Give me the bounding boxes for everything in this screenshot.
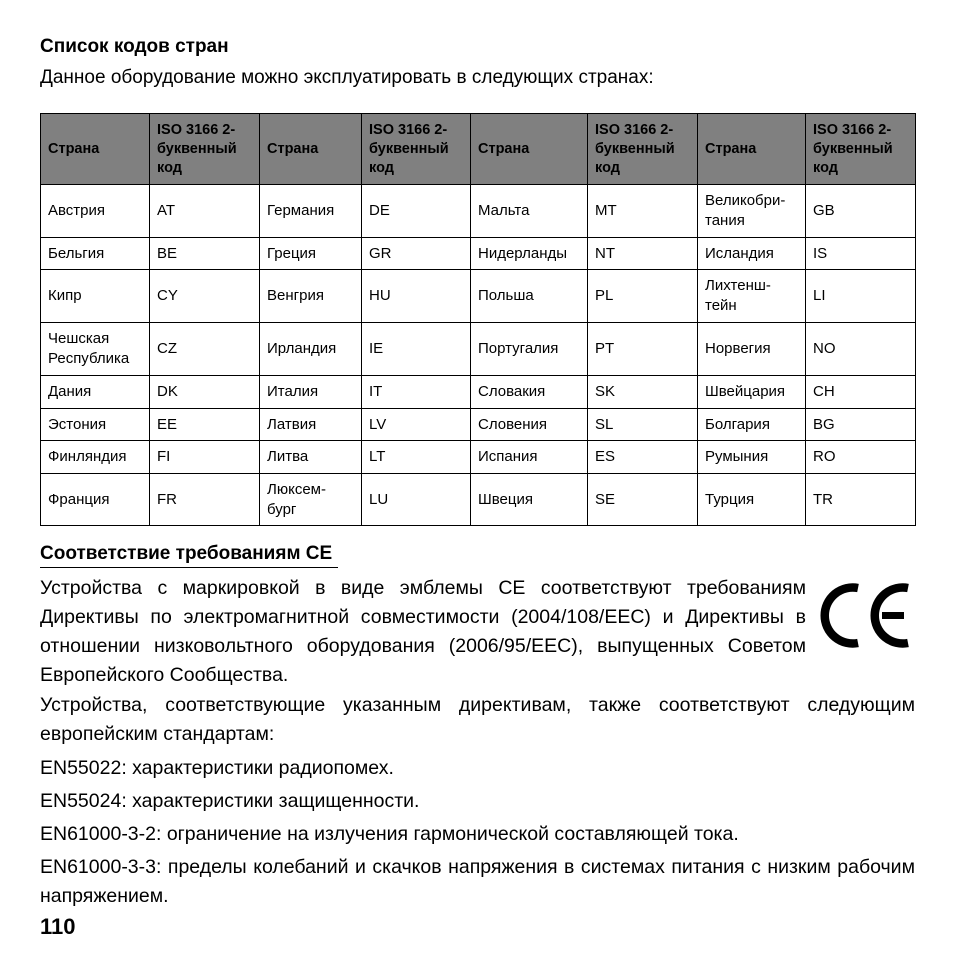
country-cell: Италия bbox=[260, 376, 362, 409]
table-header-row bbox=[41, 114, 916, 185]
country-cell: Эстония bbox=[41, 409, 150, 441]
code-cell: LI bbox=[806, 270, 916, 323]
country-cell: Болгария bbox=[698, 409, 806, 441]
code-cell: CY bbox=[150, 270, 260, 323]
page-number: 110 bbox=[40, 914, 76, 939]
code-cell: LT bbox=[362, 441, 471, 474]
code-cell: MT bbox=[588, 185, 698, 238]
standard-item: EN61000-3-3: пределы колебаний и скачков напряжения в системах питания с низким рабочим напряжением. bbox=[40, 856, 915, 907]
code-cell: BE bbox=[150, 238, 260, 270]
code-cell: FI bbox=[150, 441, 260, 474]
table-row bbox=[41, 376, 916, 409]
country-cell: Португалия bbox=[471, 323, 588, 376]
standard-item: EN55024: характеристики защищенности. bbox=[40, 790, 420, 812]
code-cell: TR bbox=[806, 474, 916, 526]
table-row bbox=[41, 409, 916, 441]
country-cell: Испания bbox=[471, 441, 588, 474]
code-cell: RO bbox=[806, 441, 916, 474]
country-cell: Латвия bbox=[260, 409, 362, 441]
country-cell: Мальта bbox=[471, 185, 588, 238]
code-cell: IS bbox=[806, 238, 916, 270]
country-cell: Австрия bbox=[41, 185, 150, 238]
code-cell: NT bbox=[588, 238, 698, 270]
code-cell: ES bbox=[588, 441, 698, 474]
standards-intro: Устройства, соответствующие указанным директивам, также соответствуют следующим европейским стандартам: bbox=[40, 694, 915, 745]
code-cell: CZ bbox=[150, 323, 260, 376]
country-cell: Кипр bbox=[41, 270, 150, 323]
country-cell: Великобри-тания bbox=[698, 185, 806, 238]
table-row bbox=[41, 185, 916, 238]
header-cell: ISO 3166 2-буквенный код bbox=[588, 114, 698, 185]
country-codes-heading: Список кодов стран bbox=[40, 36, 229, 57]
code-cell: SL bbox=[588, 409, 698, 441]
country-codes-table bbox=[40, 113, 916, 526]
code-cell: NO bbox=[806, 323, 916, 376]
country-cell: Венгрия bbox=[260, 270, 362, 323]
code-cell: AT bbox=[150, 185, 260, 238]
country-cell: Турция bbox=[698, 474, 806, 526]
code-cell: SK bbox=[588, 376, 698, 409]
code-cell: PT bbox=[588, 323, 698, 376]
country-cell: Швеция bbox=[471, 474, 588, 526]
ce-paragraph: Устройства с маркировкой в виде эмблемы CE соответствуют требованиям Директивы по электромагнитной совместимости (2004/108/EEC) и Директивы в отношении низковольтного оборудования (2006/95/EEC), выпущенных Советом Европейского Сообщества. bbox=[40, 577, 806, 686]
table-row bbox=[41, 323, 916, 376]
header-cell: ISO 3166 2-буквенный код bbox=[362, 114, 471, 185]
code-cell: GR bbox=[362, 238, 471, 270]
header-cell: Страна bbox=[41, 114, 150, 185]
country-cell: Ирландия bbox=[260, 323, 362, 376]
code-cell: DK bbox=[150, 376, 260, 409]
country-cell: Бельгия bbox=[41, 238, 150, 270]
ce-heading: Соответствие требованиям CE bbox=[40, 543, 338, 568]
code-cell: LV bbox=[362, 409, 471, 441]
code-cell: SE bbox=[588, 474, 698, 526]
standard-item: EN61000-3-2: ограничение на излучения гармонической составляющей тока. bbox=[40, 823, 739, 845]
country-cell: Чешская Республика bbox=[41, 323, 150, 376]
header-cell: ISO 3166 2-буквенный код bbox=[150, 114, 260, 185]
code-cell: LU bbox=[362, 474, 471, 526]
country-cell: Польша bbox=[471, 270, 588, 323]
country-cell: Франция bbox=[41, 474, 150, 526]
country-cell: Румыния bbox=[698, 441, 806, 474]
country-cell: Германия bbox=[260, 185, 362, 238]
code-cell: FR bbox=[150, 474, 260, 526]
header-cell: Страна bbox=[698, 114, 806, 185]
intro-text: Данное оборудование можно эксплуатировать в следующих странах: bbox=[40, 67, 654, 88]
code-cell: HU bbox=[362, 270, 471, 323]
table-row bbox=[41, 474, 916, 526]
header-cell: ISO 3166 2-буквенный код bbox=[806, 114, 916, 185]
country-cell: Словения bbox=[471, 409, 588, 441]
country-cell: Норвегия bbox=[698, 323, 806, 376]
table-row bbox=[41, 270, 916, 323]
header-cell: Страна bbox=[260, 114, 362, 185]
country-cell: Словакия bbox=[471, 376, 588, 409]
code-cell: EE bbox=[150, 409, 260, 441]
code-cell: IE bbox=[362, 323, 471, 376]
code-cell: PL bbox=[588, 270, 698, 323]
code-cell: BG bbox=[806, 409, 916, 441]
country-cell: Лихтенш-тейн bbox=[698, 270, 806, 323]
code-cell: DE bbox=[362, 185, 471, 238]
table-row bbox=[41, 441, 916, 474]
country-cell: Люксем-бург bbox=[260, 474, 362, 526]
country-cell: Дания bbox=[41, 376, 150, 409]
country-cell: Исландия bbox=[698, 238, 806, 270]
country-cell: Швейцария bbox=[698, 376, 806, 409]
ce-mark-icon bbox=[818, 582, 914, 649]
country-cell: Нидерланды bbox=[471, 238, 588, 270]
table-row bbox=[41, 238, 916, 270]
code-cell: GB bbox=[806, 185, 916, 238]
code-cell: CH bbox=[806, 376, 916, 409]
code-cell: IT bbox=[362, 376, 471, 409]
header-cell: Страна bbox=[471, 114, 588, 185]
country-cell: Греция bbox=[260, 238, 362, 270]
country-cell: Финляндия bbox=[41, 441, 150, 474]
country-cell: Литва bbox=[260, 441, 362, 474]
standard-item: EN55022: характеристики радиопомех. bbox=[40, 757, 394, 779]
